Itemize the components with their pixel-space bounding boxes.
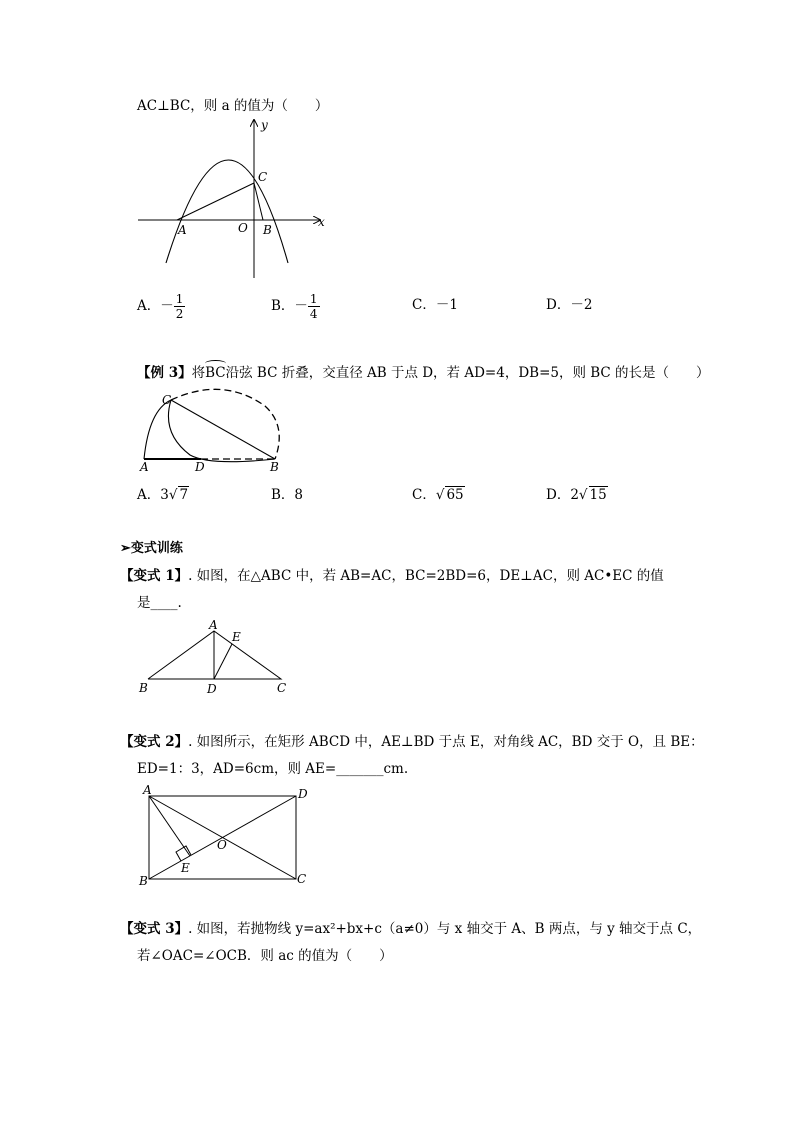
ex3-option-c[interactable]: C．√ 65 — [412, 487, 464, 503]
v1-tag: 【变式 1】 — [120, 568, 189, 584]
q1-option-c[interactable]: C．－1 — [412, 297, 458, 313]
q1-option-b[interactable]: B．－ $\frac{1}{4}$ — [271, 292, 318, 321]
q1-option-d[interactable]: D．－2 — [546, 297, 593, 313]
label-y: y — [261, 118, 268, 132]
segment-ac — [177, 183, 254, 220]
q1-parabola-figure — [130, 115, 330, 280]
arc-cb-dashed — [171, 389, 279, 459]
ex3-option-b[interactable]: B．8 — [271, 487, 304, 503]
label-a: A — [209, 618, 218, 632]
ex3-fold-figure — [135, 388, 295, 473]
ex3-stem: 【例 3】将 BC沿弦 BC 折叠，交直径 AB 于点 D，若 AD=4，DB=5，则 BC 的长是（ ） — [137, 364, 710, 382]
label-x: x — [318, 215, 325, 229]
v2-rectangle-figure — [135, 783, 315, 888]
arc-ac — [144, 400, 171, 459]
label-d: D — [207, 682, 217, 696]
label-b: B — [270, 460, 279, 474]
label-d: D — [195, 460, 205, 474]
section-title: ➢变式训练 — [120, 541, 183, 556]
v2-tag: 【变式 2】 — [120, 734, 189, 750]
v2-stem-line1: 【变式 2】. 如图所示，在矩形 ABCD 中，AE⊥BD 于点 E，对角线 AC，BD 交于 O，且 BE： — [120, 734, 704, 750]
ex3-tag: 【例 3】 — [137, 365, 192, 381]
label-e: E — [232, 630, 241, 644]
v3-stem-line2: 若∠OAC=∠OCB．则 ac 的值为（ ） — [137, 948, 393, 964]
label-a: A — [178, 223, 187, 237]
ex3-option-a[interactable]: A．3√ 7 — [137, 487, 189, 503]
label-e: E — [181, 861, 190, 875]
label-a: A — [140, 460, 149, 474]
v2-stem-line2: ED=1：3，AD=6cm，则 AE=_______cm. — [137, 761, 409, 777]
label-c: C — [258, 170, 268, 184]
label-c: C — [277, 681, 287, 695]
label-b: B — [139, 681, 148, 695]
arc-bc: BC — [205, 364, 226, 382]
label-b: B — [263, 223, 272, 237]
label-d: D — [298, 787, 308, 801]
label-c: C — [162, 393, 172, 407]
v1-stem-line1: 【变式 1】. 如图，在△ABC 中，若 AB=AC，BC=2BD=6，DE⊥AC，则 AC•EC 的值 — [120, 568, 664, 584]
segment-cb — [254, 183, 263, 220]
ex3-option-d[interactable]: D．2√ 15 — [546, 487, 607, 503]
v1-triangle-figure — [135, 615, 295, 695]
v3-stem-line1: 【变式 3】. 如图，若抛物线 y=ax²+bx+c（a≠0）与 x 轴交于 A、B 两点，与 y 轴交于点 C， — [120, 921, 702, 937]
arrow-icon: ➢ — [120, 541, 131, 556]
label-o: O — [217, 838, 227, 852]
q1-stem: AC⊥BC，则 a 的值为（ ） — [137, 98, 329, 114]
v1-stem-line2: 是____. — [137, 595, 182, 611]
label-c: C — [297, 872, 307, 886]
v3-tag: 【变式 3】 — [120, 921, 189, 937]
label-o: O — [238, 221, 248, 235]
q1-option-a[interactable]: A．－ $\frac{1}{2}$ — [137, 292, 184, 321]
chord-bc — [171, 400, 275, 459]
label-a: A — [143, 783, 152, 797]
folded-arc — [168, 400, 275, 462]
segment-de — [214, 644, 232, 679]
parabola-curve — [166, 160, 288, 263]
label-b: B — [139, 874, 148, 888]
